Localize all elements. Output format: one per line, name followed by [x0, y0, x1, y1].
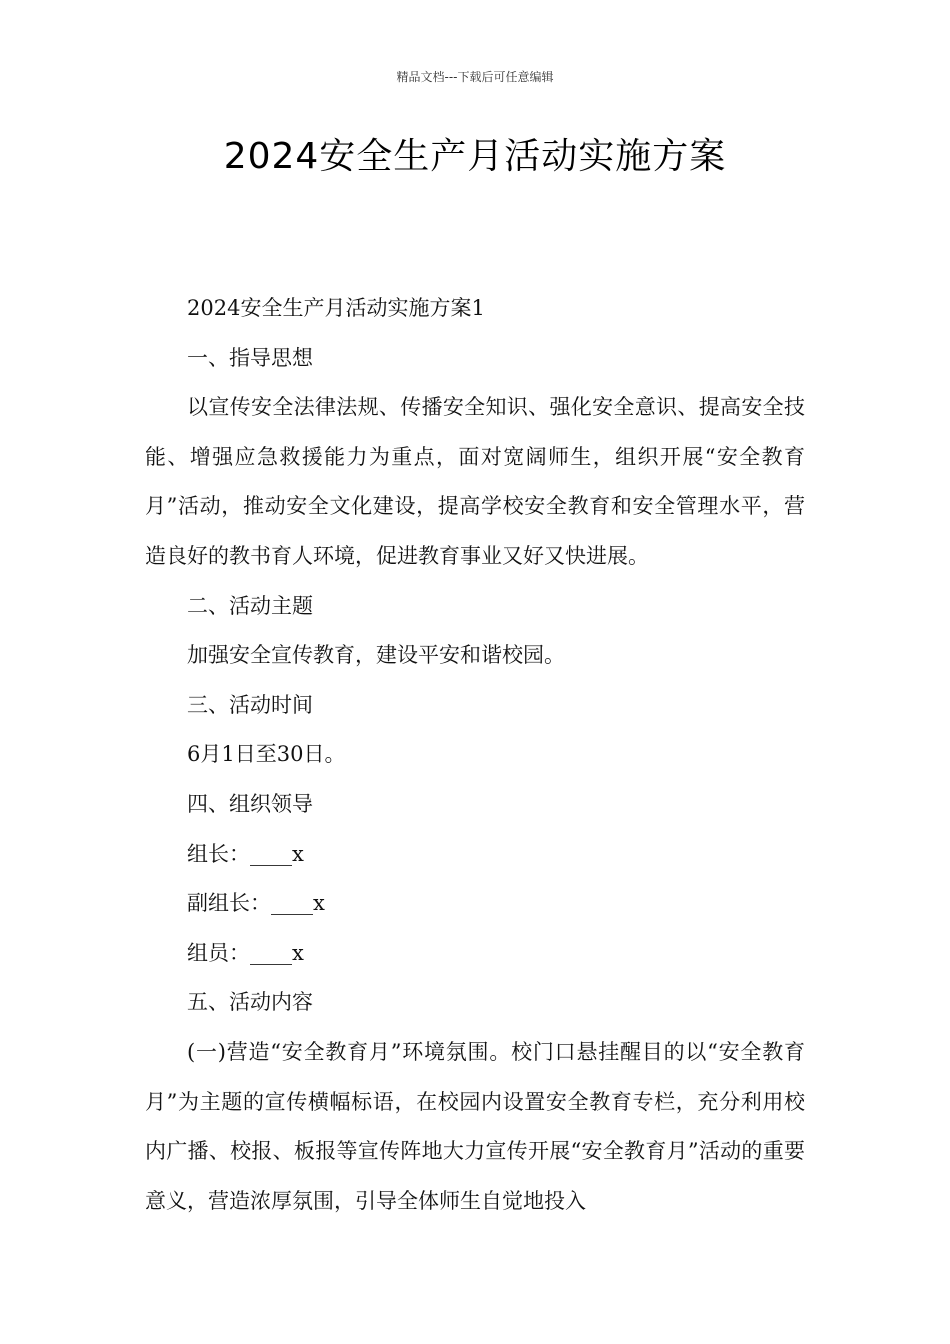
paragraph-subtitle: 2024安全生产月活动实施方案1	[187, 296, 485, 320]
heading-activity-time: 三、活动时间	[187, 692, 313, 717]
document-title: 2024安全生产月活动实施方案	[223, 136, 727, 177]
paragraph-team-leader: 组长：____x	[187, 841, 304, 866]
heading-activity-content: 五、活动内容	[187, 990, 313, 1015]
paragraph-members: 组员：____x	[187, 940, 304, 965]
heading-activity-theme: 二、活动主题	[187, 593, 313, 618]
heading-guiding-ideology: 一、指导思想	[187, 345, 313, 370]
paragraph-activity-theme: 加强安全宣传教育，建设平安和谐校园。	[187, 643, 565, 668]
document-body	[145, 284, 805, 1226]
header-note: 精品文档---下载后可任意编辑	[396, 70, 554, 84]
paragraph-guiding-ideology: 以宣传安全法律法规、传播安全知识、强化安全意识、提高安全技能、增强应急救援能力为重点，面对宽阔师生，组织开展“安全教育月”活动，推动安全文化建设，提高学校安全教育和安全管理水平，营造良好的教书育人环境，促进教育事业又好又快进展。	[145, 395, 805, 568]
paragraph-activity-content-1: (一)营造“安全教育月”环境氛围。校门口悬挂醒目的以“安全教育月”为主题的宣传横幅标语，在校园内设置安全教育专栏，充分利用校内广播、校报、板报等宣传阵地大力宣传开展“安全教育月”活动的重要意义，营造浓厚氛围，引导全体师生自觉地投入	[145, 1039, 805, 1213]
heading-organization: 四、组织领导	[187, 791, 313, 816]
paragraph-activity-time: 6月1日至30日。	[187, 742, 346, 767]
paragraph-deputy-leader: 副组长：____x	[187, 891, 325, 916]
